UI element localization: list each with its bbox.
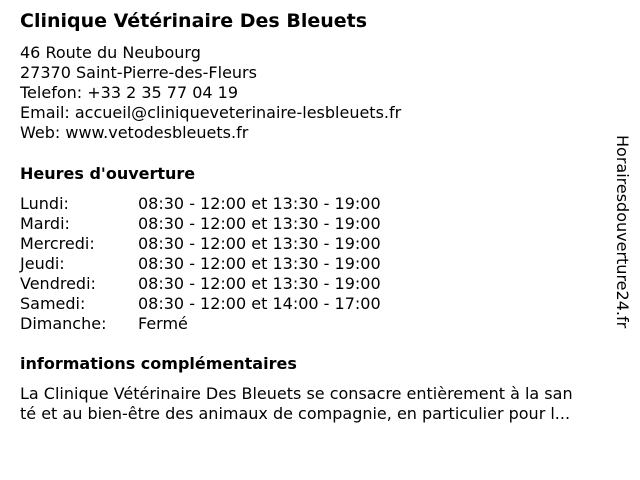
info-text-line: La Clinique Vétérinaire Des Bleuets se consacre entièrement à la san: [20, 384, 573, 403]
hours-row-saturday: [20, 294, 440, 314]
time-range: 08:30 - 12:00 et 14:00 - 17:00: [138, 294, 381, 313]
time-range: 08:30 - 12:00 et 13:30 - 19:00: [138, 194, 381, 213]
clinic-title: Clinique Vétérinaire Des Bleuets: [20, 10, 368, 32]
additional-info-heading: informations complémentaires: [20, 354, 297, 373]
day-label: Dimanche:: [20, 314, 107, 333]
day-label: Mardi:: [20, 214, 70, 233]
hours-row-monday: [20, 194, 440, 214]
site-watermark: Horairesdouverture24.fr: [613, 135, 632, 329]
address-street: 46 Route du Neubourg: [20, 43, 201, 62]
hours-row-tuesday: [20, 214, 440, 234]
day-label: Mercredi:: [20, 234, 95, 253]
phone-line: Telefon: +33 2 35 77 04 19: [20, 83, 239, 102]
hours-row-friday: [20, 274, 440, 294]
email-line: Email: accueil@cliniqueveterinaire-lesbleuets.fr: [20, 103, 402, 122]
day-label: Jeudi:: [20, 254, 65, 273]
opening-hours-table: [20, 194, 440, 334]
time-range: 08:30 - 12:00 et 13:30 - 19:00: [138, 274, 381, 293]
hours-row-sunday: [20, 314, 440, 334]
day-label: Vendredi:: [20, 274, 96, 293]
info-text-line: té et au bien-être des animaux de compagnie, en particulier pour l...: [20, 404, 571, 423]
hours-row-wednesday: [20, 234, 440, 254]
day-label: Samedi:: [20, 294, 86, 313]
time-range: 08:30 - 12:00 et 13:30 - 19:00: [138, 234, 381, 253]
website-line: Web: www.vetodesbleuets.fr: [20, 123, 249, 142]
opening-hours-heading: Heures d'ouverture: [20, 164, 196, 183]
time-range: 08:30 - 12:00 et 13:30 - 19:00: [138, 214, 381, 233]
hours-row-thursday: [20, 254, 440, 274]
time-range: 08:30 - 12:00 et 13:30 - 19:00: [138, 254, 381, 273]
additional-info-text: [20, 384, 620, 424]
closed-label: Fermé: [138, 314, 188, 333]
address-city: 27370 Saint-Pierre-des-Fleurs: [20, 63, 257, 82]
day-label: Lundi:: [20, 194, 69, 213]
clinic-contact-block: [20, 43, 401, 143]
